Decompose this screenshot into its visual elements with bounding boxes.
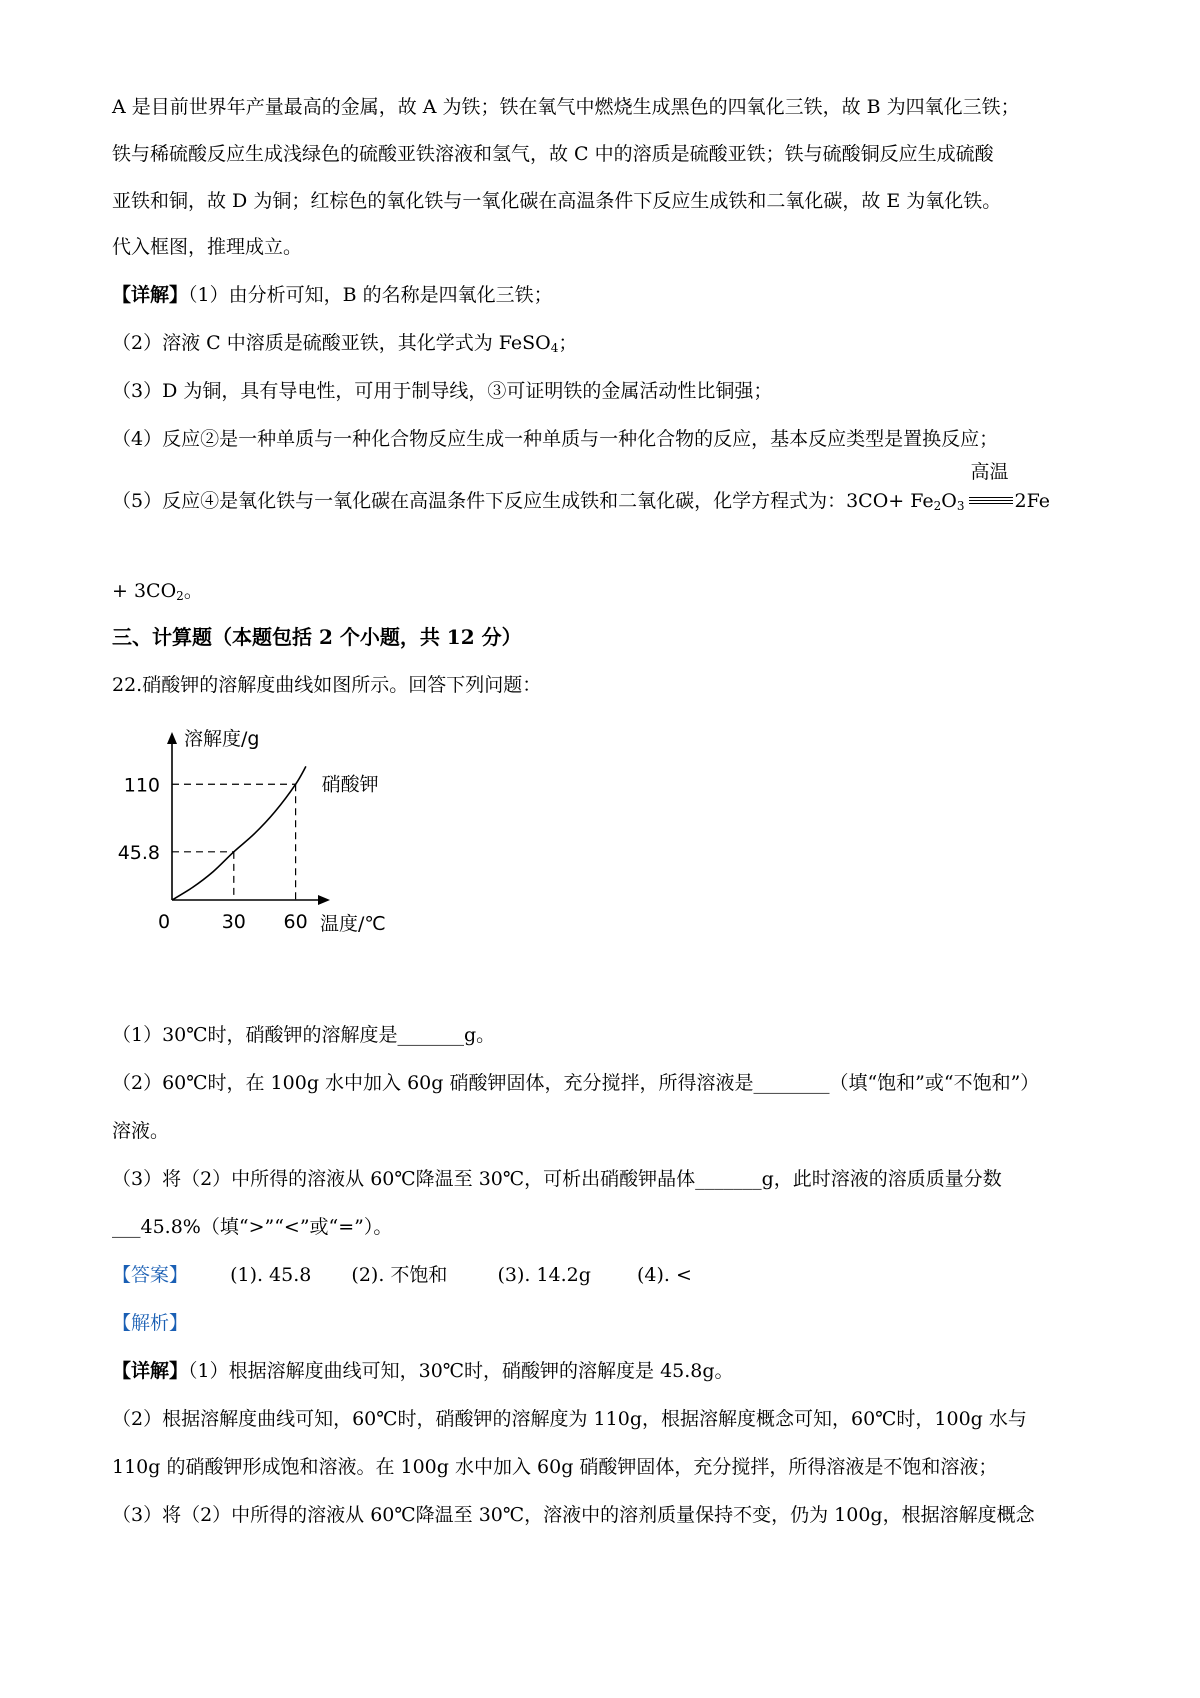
subscript: 3 bbox=[956, 499, 965, 513]
x-axis-label: 温度/℃ bbox=[320, 913, 386, 935]
answer-item-2: (2). 不饱和 bbox=[351, 1264, 448, 1286]
detail-tag: 【详解】 bbox=[112, 1360, 189, 1382]
question-3-line-2: ___45.8%（填“>”“<”或“=”）。 bbox=[112, 1216, 393, 1238]
detail2-line-4: （3）将（2）中所得的溶液从 60℃降温至 30℃，溶液中的溶剂质量保持不变，仍为 100g，根据溶解度概念 bbox=[112, 1504, 1035, 1526]
equation-product: 2Fe bbox=[1014, 490, 1050, 512]
x-axis-arrow bbox=[318, 895, 330, 905]
analysis-line-1: A 是目前世界年产量最高的金属，故 A 为铁；铁在氧气中燃烧生成黑色的四氧化三铁，故 B 为四氧化三铁； bbox=[112, 96, 1020, 118]
equation-text: （5）反应④是氧化铁与一氧化碳在高温条件下反应生成铁和二氧化碳，化学方程式为：3CO+ Fe bbox=[112, 490, 934, 512]
detail1-line-1 bbox=[112, 282, 553, 308]
section-title: 三、计算题（本题包括 2 个小题，共 12 分） bbox=[112, 625, 522, 649]
answer-line bbox=[112, 1262, 692, 1288]
equation-text: O bbox=[941, 490, 957, 512]
question-3-line-1: （3）将（2）中所得的溶液从 60℃降温至 30℃，可析出硝酸钾晶体_______g，此时溶液的溶质质量分数 bbox=[112, 1168, 1002, 1190]
x-tick-label: 60 bbox=[283, 911, 308, 933]
detail-tag: 【详解】 bbox=[112, 284, 189, 306]
reaction-condition: 高温 bbox=[970, 461, 1009, 483]
analysis-line-3: 亚铁和铜，故 D 为铜；红棕色的氧化铁与一氧化碳在高温条件下反应生成铁和二氧化碳，故 E 为氧化铁。 bbox=[112, 190, 1002, 212]
detail1-line-4: （4）反应②是一种单质与一种化合物反应生成一种单质与一种化合物的反应，基本反应类型是置换反应； bbox=[112, 428, 999, 450]
subscript: 2 bbox=[176, 589, 184, 603]
detail2-text-1: （1）根据溶解度曲线可知，30℃时，硝酸钾的溶解度是 45.8g。 bbox=[188, 1360, 734, 1382]
equation-equals-sign bbox=[965, 461, 1015, 515]
question-1: （1）30℃时，硝酸钾的溶解度是_______g。 bbox=[112, 1024, 496, 1046]
y-axis-label: 溶解度/g bbox=[184, 728, 260, 750]
detail2-line-3: 110g 的硝酸钾形成饱和溶液。在 100g 水中加入 60g 硝酸钾固体，充分搅拌，所得溶液是不饱和溶液； bbox=[112, 1456, 998, 1478]
answer-item-3: (3). 14.2g bbox=[497, 1264, 591, 1286]
answer-tag: 【答案】 bbox=[112, 1264, 189, 1286]
detail1-text-2: （2）溶液 C 中溶质是硫酸亚铁，其化学式为 FeSO bbox=[112, 332, 551, 354]
solubility-chart bbox=[112, 720, 412, 950]
punct: 。 bbox=[183, 580, 203, 602]
analysis-tag: 【解析】 bbox=[112, 1312, 189, 1334]
series-label: 硝酸钾 bbox=[321, 773, 379, 796]
detail1-line-6 bbox=[112, 578, 203, 604]
question-22-stem: 22.硝酸钾的溶解度曲线如图所示。回答下列问题： bbox=[112, 674, 542, 696]
analysis-line-2: 铁与稀硫酸反应生成浅绿色的硫酸亚铁溶液和氢气，故 C 中的溶质是硫酸亚铁；铁与硫酸铜反应生成硫酸 bbox=[112, 143, 994, 165]
analysis-line-4: 代入框图，推理成立。 bbox=[112, 236, 303, 258]
y-tick-label: 45.8 bbox=[117, 841, 160, 864]
y-tick-label: 110 bbox=[123, 774, 160, 797]
question-2-line-2: 溶液。 bbox=[112, 1120, 170, 1142]
answer-item-4: (4). < bbox=[636, 1264, 692, 1286]
subscript: 2 bbox=[933, 499, 942, 513]
detail1-text-1: （1）由分析可知，B 的名称是四氧化三铁； bbox=[188, 284, 553, 306]
question-2-line-1: （2）60℃时，在 100g 水中加入 60g 硝酸钾固体，充分搅拌，所得溶液是________（填“饱和”或“不饱和”） bbox=[112, 1072, 1040, 1094]
detail1-line-2 bbox=[112, 330, 577, 356]
punct: ； bbox=[558, 332, 578, 354]
y-axis-arrow bbox=[167, 732, 177, 744]
x-tick-label: 0 bbox=[157, 911, 171, 933]
detail2-line-2: （2）根据溶解度曲线可知，60℃时，硝酸钾的溶解度为 110g，根据溶解度概念可知，60℃时，100g 水与 bbox=[112, 1408, 1027, 1430]
x-tick-label: 30 bbox=[221, 911, 246, 933]
subscript: 4 bbox=[550, 341, 559, 355]
equation-text: + 3CO bbox=[112, 580, 177, 602]
detail1-line-3: （3）D 为铜，具有导电性，可用于制导线，③可证明铁的金属活动性比铜强； bbox=[112, 380, 773, 402]
detail1-line-5 bbox=[112, 461, 1050, 515]
answer-item-1: (1). 45.8 bbox=[230, 1264, 312, 1286]
detail2-line-1 bbox=[112, 1358, 734, 1384]
solubility-curve bbox=[172, 766, 306, 900]
